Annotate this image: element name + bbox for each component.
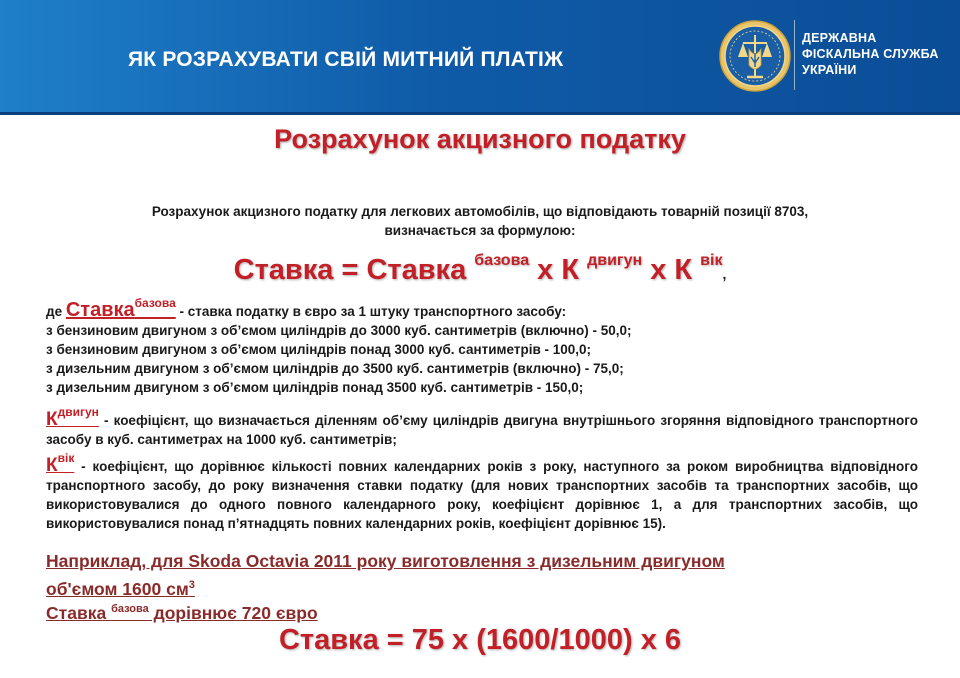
header-title: ЯК РОЗРАХУВАТИ СВІЙ МИТНИЙ ПЛАТІЖ (128, 48, 564, 71)
k-engine-term: $К^{двигун}$ (46, 405, 99, 430)
header-divider (794, 20, 795, 90)
example-line-1: Наприклад, для Skoda Octavia 2011 року виготовлення з дизельним двигуном (46, 551, 725, 571)
example-line-2: об'ємом 1600 $см^3$ (46, 579, 195, 599)
rate-term: Ставка$^{базова}$ (65, 296, 176, 321)
intro-text: Розрахунок акцизного податку для легкових автомобілів, що відповідають товарній позиції 8703, визначається за формулою: (151, 204, 809, 238)
org-name: ДЕРЖАВНА ФІСКАЛЬНА СЛУЖБА УКРАЇНИ (802, 31, 939, 77)
tax-service-emblem-icon (718, 19, 792, 93)
k-age-definition: $К^{вік}$ - коефіцієнт, що дорівнює кількості повних календарних років з року, наступного за роком виробництва відповідного транспортного засобу, до року визначення ставки податку (для нових транспортних засобів та транспортних засобів, що використовувалися до одного повного календарного року, коефіцієнт дорівнює 1, а для транспортних засобів, що використовувалися понад п’ятнадцять повних календарних років, коефіцієнт дорівнює 15). (46, 451, 918, 531)
rate-definition: де Ставка$^{базова}$ - ставка податку в євро за 1 штуку транспортного засобу: з бензиновим двигуном з об’ємом циліндрів до 3000 куб. сантиметрів (включно) - 50,0; з бензиновим двигуном з об’ємом циліндрів понад 3000 куб. сантиметрів - 100,0; з дизельним двигуном з об’ємом циліндрів до 3500 куб. сантиметрів (включно) - 75,0; з дизельним двигуном з об’ємом циліндрів понад 3500 куб. сантиметрів - 150,0; (46, 294, 918, 397)
rate-item: з бензиновим двигуном з об’ємом циліндрів до 3000 куб. сантиметрів (включно) - 50,0; (46, 323, 632, 338)
main-formula: Ставка = Ставка $^{базова}$ х К $^{двигун}$ х К $^{вік}$, (233, 252, 727, 286)
header-banner (0, 0, 960, 115)
rate-item: з бензиновим двигуном з об’ємом циліндрів понад 3000 куб. сантиметрів - 100,0; (46, 342, 592, 357)
example-line-3: Ставка $^{базова}$ дорівнює 720 євро (46, 603, 318, 623)
rate-item: з дизельним двигуном з об’ємом циліндрів до 3500 куб. сантиметрів (включно) - 75,0; (46, 361, 624, 376)
rate-item: з дизельним двигуном з об’ємом циліндрів понад 3500 куб. сантиметрів - 150,0; (46, 380, 584, 395)
final-formula: Ставка = 75 х (1600/1000) х 6 (278, 624, 682, 656)
page-title: Розрахунок акцизного податку (274, 124, 686, 154)
k-age-term: $К^{вік}$ (46, 451, 75, 476)
k-engine-definition: $К^{двигун}$ - коефіцієнт, що визначається діленням об’єму циліндрів двигуна внутрішнього згоряння відповідного транспортного засобу в куб. сантиметрах на 1000 куб. сантиметрів; (46, 405, 918, 447)
